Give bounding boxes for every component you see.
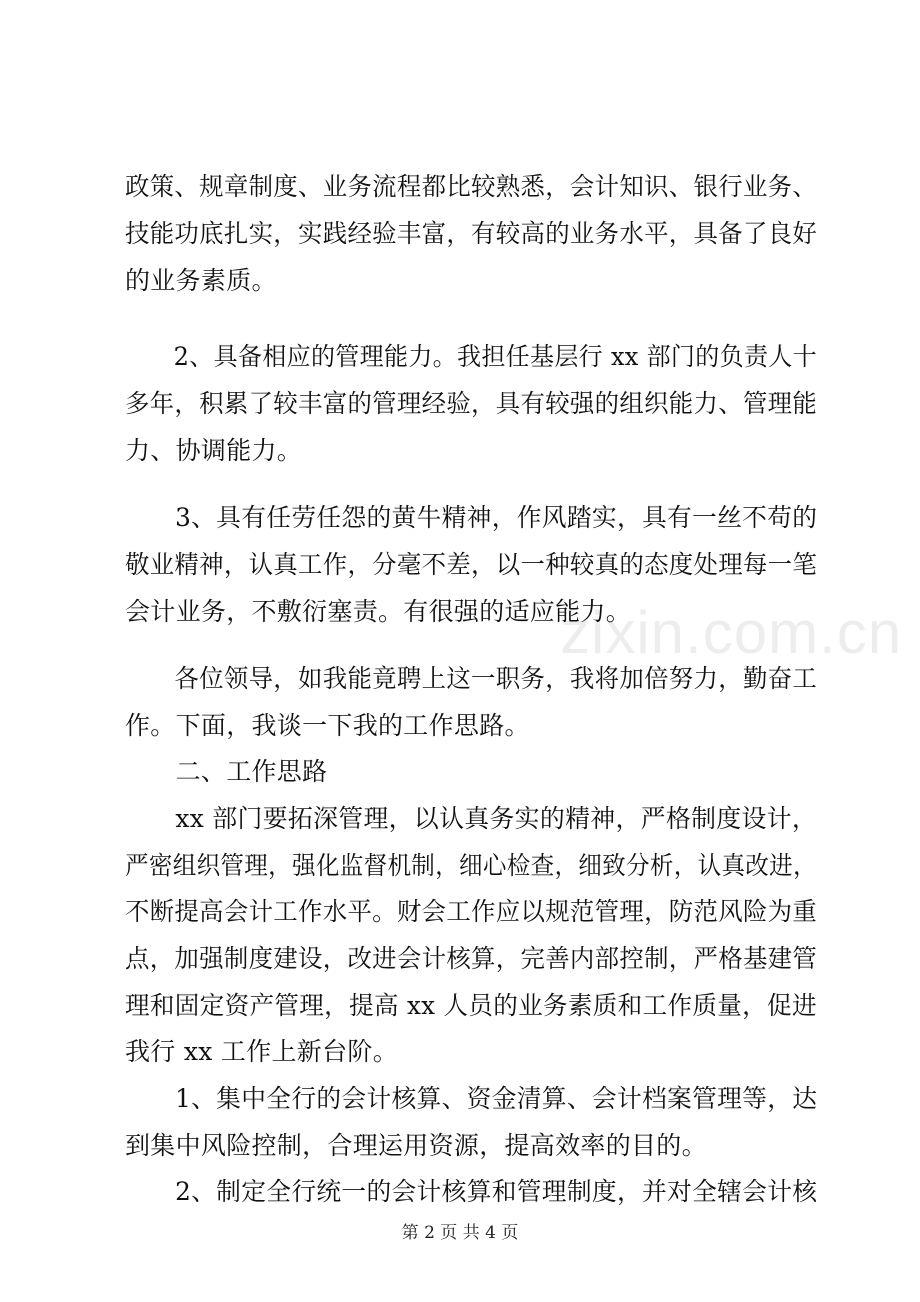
text-line: 敬业精神，认真工作，分毫不差，以一种较真的态度处理每一笔: [125, 550, 818, 579]
text-line: 会计业务，不敷衍塞责。有很强的适应能力。: [125, 597, 632, 626]
text-line: 到集中风险控制，合理运用资源，提高效率的目的。: [125, 1131, 707, 1160]
page-footer: 第 2 页 共 4 页: [401, 1223, 519, 1243]
text-line: 我行 xx 工作上新台阶。: [125, 1037, 398, 1066]
text-line: 的业务素质。: [125, 266, 277, 295]
text-line: 力、协调能力。: [125, 436, 303, 465]
text-line: 理和固定资产管理，提高 xx 人员的业务素质和工作质量，促进: [125, 991, 817, 1020]
text-line: xx 部门要拓深管理，以认真务实的精神，严格制度设计，: [125, 804, 818, 833]
text-line: 2、具备相应的管理能力。我担任基层行 xx 部门的负责人十: [125, 342, 817, 371]
text-line: 各位领导，如我能竟聘上这一职务，我将加倍努力，勤奋工: [125, 664, 818, 693]
text-line: 严密组织管理，强化监督机制，细心检查，细致分析，认真改进，: [125, 851, 817, 880]
text-line: 3、具有任劳任怨的黄牛精神，作风踏实，具有一丝不苟的: [125, 503, 818, 532]
watermark: zixin.com.cn: [560, 599, 903, 666]
text-line: 政策、规章制度、业务流程都比较熟悉，会计知识、银行业务、: [125, 172, 818, 201]
text-line: 不断提高会计工作水平。财会工作应以规范管理，防范风险为重: [125, 897, 818, 926]
text-line: 点，加强制度建设，改进会计核算，完善内部控制，严格基建管: [125, 944, 818, 973]
text-line: 多年，积累了较丰富的管理经验，具有较强的组织能力、管理能: [125, 389, 818, 418]
section-heading: 二、工作思路: [125, 757, 328, 786]
text-line: 作。下面，我谈一下我的工作思路。: [125, 711, 530, 740]
text-line: 2、制定全行统一的会计核算和管理制度，并对全辖会计核: [125, 1177, 818, 1206]
text-line: 1、集中全行的会计核算、资金清算、会计档案管理等，达: [125, 1084, 818, 1113]
text-line: 技能功底扎实，实践经验丰富，有较高的业务水平，具备了良好: [125, 219, 818, 248]
